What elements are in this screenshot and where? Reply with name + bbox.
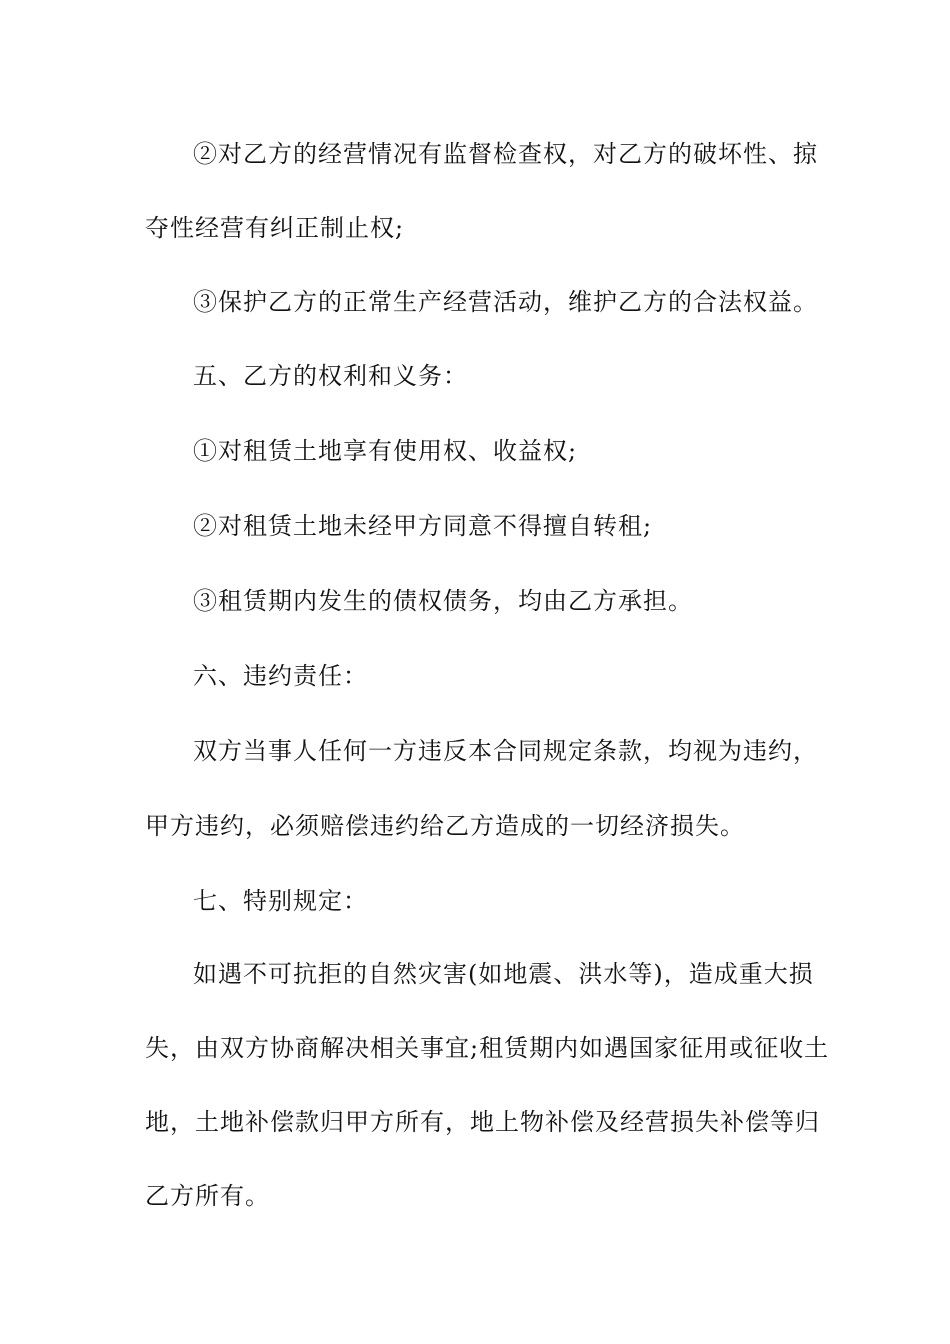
section-heading-6: 六、违约责任： [193, 662, 368, 690]
line-force-majeure-cont-3: 乙方所有。 [145, 1182, 270, 1210]
line-breach-cont: 甲方违约，必须赔偿违约给乙方造成的一切经济损失。 [145, 812, 745, 840]
section-heading-7: 七、特别规定： [193, 887, 368, 915]
line-rights-supervision-cont: 夺性经营有纠正制止权; [145, 214, 405, 242]
line-force-majeure-cont-2: 地，土地补偿款归甲方所有，地上物补偿及经营损失补偿等归 [145, 1108, 820, 1136]
line-usage-rights: ①对租赁土地享有使用权、收益权; [193, 437, 578, 465]
line-no-sublease: ②对租赁土地未经甲方同意不得擅自转租; [193, 512, 653, 540]
line-force-majeure-cont-1: 失，由双方协商解决相关事宜;租赁期内如遇国家征用或征收土 [145, 1034, 830, 1062]
line-breach: 双方当事人任何一方违反本合同规定条款，均视为违约， [193, 737, 818, 765]
line-protect-operations: ③保护乙方的正常生产经营活动，维护乙方的合法权益。 [193, 288, 818, 316]
line-rights-supervision: ②对乙方的经营情况有监督检查权，对乙方的破坏性、掠 [193, 140, 818, 168]
line-force-majeure: 如遇不可抗拒的自然灾害(如地震、洪水等)，造成重大损 [193, 960, 814, 988]
line-debts: ③租赁期内发生的债权债务，均由乙方承担。 [193, 587, 693, 615]
section-heading-5: 五、乙方的权利和义务： [193, 362, 468, 390]
